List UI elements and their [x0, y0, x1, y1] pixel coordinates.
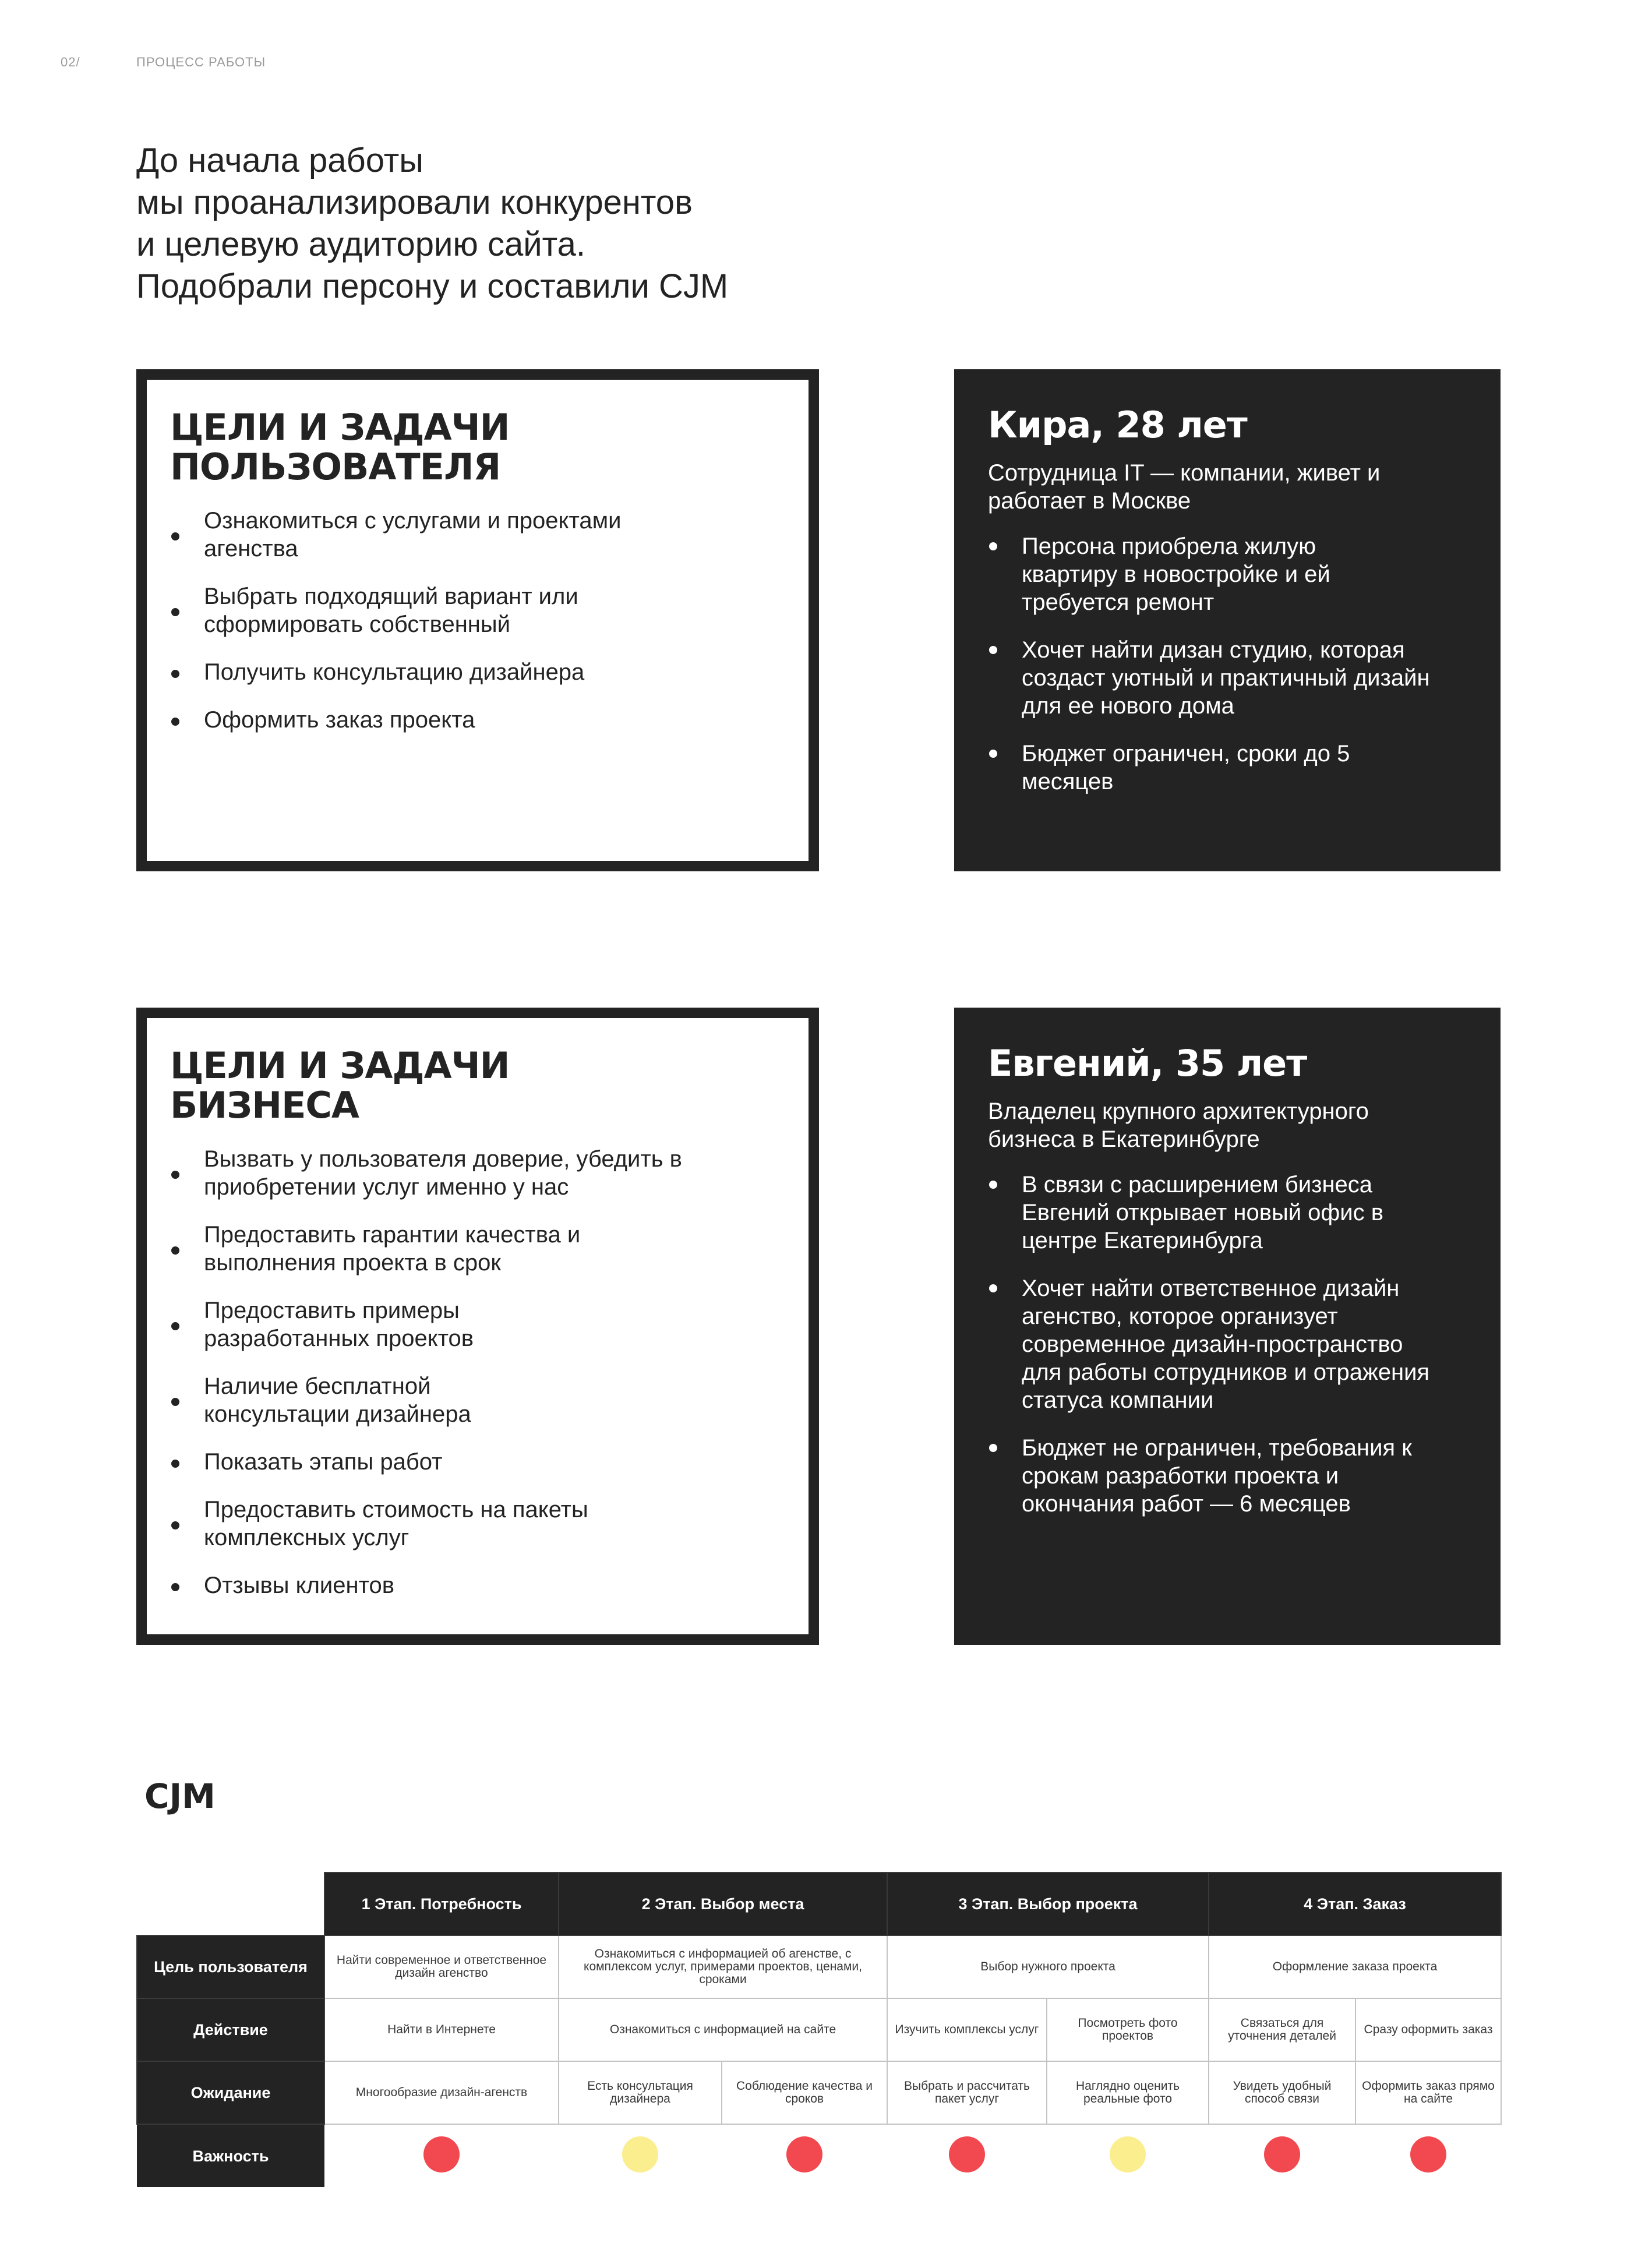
table-cell: Найти в Интернете	[324, 1998, 559, 2061]
persona-name: Евгений, 35 лет	[988, 1042, 1307, 1084]
importance-cell	[1355, 2124, 1501, 2187]
table-cell: Изучить комплексы услуг	[887, 1998, 1047, 2061]
cjm-title: CJM	[144, 1776, 216, 1816]
table-cell: Связаться для уточнения деталей	[1209, 1998, 1355, 2061]
table-cell: Многообразие дизайн-агенств	[324, 2061, 559, 2124]
persona-kira-list	[988, 532, 1467, 796]
list-item: Бюджет не ограничен, требования к срокам разработки проекта и окончания работ — 6 месяцев	[988, 1434, 1431, 1518]
table-cell: Соблюдение качества и сроков	[722, 2061, 887, 2124]
cjm-action-row	[137, 1998, 1501, 2061]
stage-header: 3 Этап. Выбор проекта	[887, 1873, 1209, 1935]
business-goals-list	[170, 1145, 785, 1599]
importance-cell	[1209, 2124, 1355, 2187]
table-cell: Выбрать и рассчитать пакет услуг	[887, 2061, 1047, 2124]
table-cell: Ознакомиться с информацией об агенстве, с комплексом услуг, примерами проектов, ценами, сроками	[559, 1935, 887, 1998]
list-item: Вызвать у пользователя доверие, убедить в приобретении услуг именно у нас	[170, 1145, 729, 1201]
stage-header: 4 Этап. Заказ	[1209, 1873, 1501, 1935]
business-goals-card	[136, 1008, 819, 1645]
user-goals-title	[170, 408, 785, 487]
persona-description: Сотрудница IT — компании, живет и работает в Москве	[988, 460, 1381, 514]
list-item: Предоставить гарантии качества и выполнения проекта в срок	[170, 1221, 613, 1277]
table-cell: Ознакомиться с информацией на сайте	[559, 1998, 887, 2061]
importance-cell	[324, 2124, 559, 2187]
intro-line: До начала работы	[136, 142, 423, 179]
list-item: Персона приобрела жилую квартиру в новостройке и ей требуется ремонт	[988, 532, 1349, 616]
table-cell: Увидеть удобный способ связи	[1209, 2061, 1355, 2124]
table-cell: Посмотреть фото проектов	[1047, 1998, 1209, 2061]
importance-dot	[949, 2136, 985, 2172]
cjm-stage-row	[137, 1873, 1501, 1935]
persona-name: Кира, 28 лет	[988, 404, 1247, 446]
list-item: Хочет найти ответственное дизайн агенство, которое организует современное дизайн-пространство для работы сотрудников и отражения статуса компании	[988, 1274, 1431, 1414]
cjm-expectation-row	[137, 2061, 1501, 2124]
list-item: Наличие бесплатной консультации дизайнера	[170, 1372, 520, 1428]
list-item: Выбрать подходящий вариант или сформировать собственный	[170, 582, 613, 638]
intro-text	[136, 140, 1068, 308]
table-cell: Оформление заказа проекта	[1209, 1935, 1501, 1998]
intro-line: Подобрали персону и составили CJM	[136, 267, 729, 305]
importance-cell	[559, 2124, 722, 2187]
persona-kira-card	[954, 369, 1501, 871]
list-item: Хочет найти дизан студию, которая создаст уютный и практичный дизайн для ее нового дома	[988, 636, 1467, 720]
business-goals-title	[170, 1046, 785, 1125]
table-cell: Выбор нужного проекта	[887, 1935, 1209, 1998]
row-header: Ожидание	[137, 2061, 324, 2124]
row-header: Важность	[137, 2124, 324, 2187]
importance-cell	[722, 2124, 887, 2187]
importance-dot	[622, 2136, 658, 2172]
page-number: 02/	[61, 55, 80, 69]
title-line: БИЗНЕСА	[170, 1084, 359, 1126]
table-cell: Сразу оформить заказ	[1355, 1998, 1501, 2061]
section-label: ПРОЦЕСС РАБОТЫ	[136, 55, 266, 69]
title-line: ЦЕЛИ И ЗАДАЧИ	[170, 1044, 510, 1087]
importance-dot	[423, 2136, 460, 2172]
list-item: Ознакомиться с услугами и проектами агенства	[170, 507, 671, 563]
importance-cell	[887, 2124, 1047, 2187]
list-item: Показать этапы работ	[170, 1448, 785, 1476]
row-header: Цель пользователя	[137, 1935, 324, 1998]
list-item: Оформить заказ проекта	[170, 706, 785, 734]
list-item: Предоставить примеры разработанных проектов	[170, 1296, 520, 1352]
table-cell: Оформить заказ прямо на сайте	[1355, 2061, 1501, 2124]
importance-dot	[1110, 2136, 1146, 2172]
list-item: Бюджет ограничен, сроки до 5 месяцев	[988, 740, 1407, 796]
importance-dot	[1264, 2136, 1300, 2172]
list-item: Отзывы клиентов	[170, 1571, 785, 1599]
cjm-table	[136, 1872, 1502, 2187]
cjm-importance-row	[137, 2124, 1501, 2187]
intro-line: мы проанализировали конкурентов	[136, 183, 693, 221]
table-cell: Наглядно оценить реальные фото	[1047, 2061, 1209, 2124]
title-line: ЦЕЛИ И ЗАДАЧИ	[170, 406, 510, 448]
intro-line: и целевую аудиторию сайта.	[136, 225, 585, 263]
table-cell: Есть консультация дизайнера	[559, 2061, 722, 2124]
importance-dot	[1410, 2136, 1446, 2172]
persona-evgeniy-card	[954, 1008, 1501, 1645]
stage-header: 2 Этап. Выбор места	[559, 1873, 887, 1935]
title-line: ПОЛЬЗОВАТЕЛЯ	[170, 446, 501, 488]
corner-cell	[137, 1873, 324, 1935]
list-item: Получить консультацию дизайнера	[170, 658, 785, 686]
user-goals-list	[170, 507, 785, 734]
row-header: Действие	[137, 1998, 324, 2061]
list-item: Предоставить стоимость на пакеты комплексных услуг	[170, 1496, 636, 1552]
importance-cell	[1047, 2124, 1209, 2187]
importance-dot	[786, 2136, 822, 2172]
list-item: В связи с расширением бизнеса Евгений открывает новый офис в центре Екатеринбурга	[988, 1171, 1396, 1255]
persona-evgeniy-list	[988, 1171, 1467, 1518]
stage-header: 1 Этап. Потребность	[324, 1873, 559, 1935]
cjm-goal-row	[137, 1935, 1501, 1998]
persona-description: Владелец крупного архитектурного бизнеса в Екатеринбурге	[988, 1098, 1369, 1152]
user-goals-card	[136, 369, 819, 871]
table-cell: Найти современное и ответственное дизайн агенство	[324, 1935, 559, 1998]
